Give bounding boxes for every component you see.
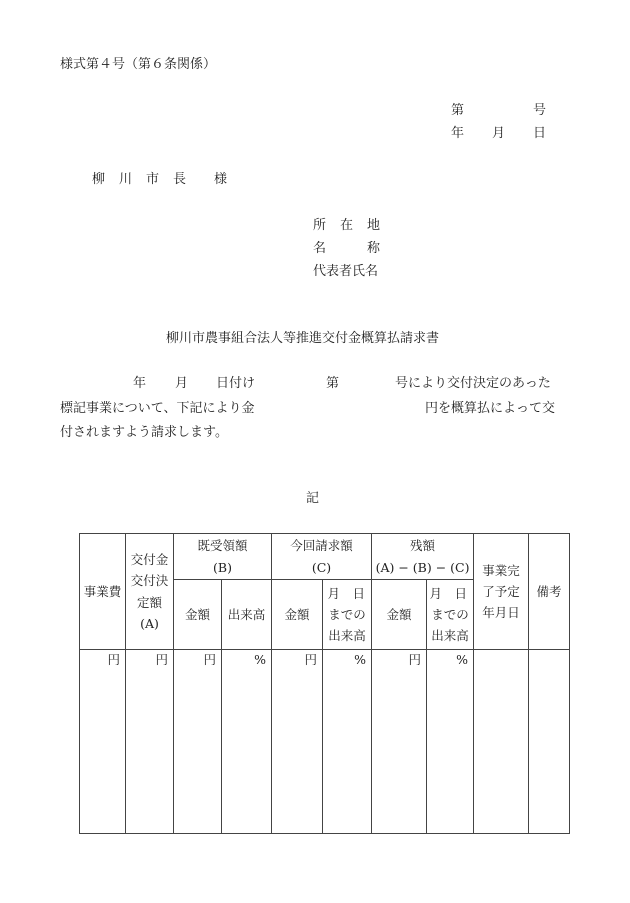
- body-date-suffix: 日付け: [216, 376, 256, 391]
- header-kiju-dekidaka: 出来高: [222, 580, 272, 650]
- date-month: 月: [492, 126, 506, 141]
- body-dai: 第: [326, 376, 340, 391]
- cell-zan-dekidaka[interactable]: %: [427, 650, 474, 834]
- doc-number-go: 号: [533, 103, 547, 118]
- body-line2-end: 円を概算払によって交: [425, 401, 556, 416]
- document-title: 柳川市農事組合法人等推進交付金概算払請求書: [166, 331, 440, 346]
- header-konkai-made-dekidaka: 月 日 までの 出来高: [323, 580, 372, 650]
- body-line3: 付されますよう請求します。: [60, 425, 228, 440]
- header-biko: 備考: [529, 534, 570, 650]
- header-zan-kingaku: 金額: [372, 580, 427, 650]
- header-kanryo-yotei: 事業完 了予定 年月日: [474, 534, 529, 650]
- header-zangaku: 残額 (A) − (B) − (C): [372, 534, 474, 580]
- addressee-sama: 様: [214, 172, 228, 187]
- date-year: 年: [451, 126, 465, 141]
- cell-kiju-kingaku[interactable]: 円: [174, 650, 222, 834]
- cell-konkai-dekidaka[interactable]: %: [323, 650, 372, 834]
- addressee-mayor: 柳川市長: [92, 172, 201, 187]
- header-konkai-seikyu: 今回請求額 (C): [272, 534, 372, 580]
- cell-biko[interactable]: [529, 650, 570, 834]
- body-month: 月: [175, 376, 189, 391]
- cell-konkai-kingaku[interactable]: 円: [272, 650, 323, 834]
- body-year: 年: [133, 376, 147, 391]
- header-kofu-kettei-gaku: 交付金 交付決 定額 (A): [126, 534, 174, 650]
- header-kiju-kingaku: 金額: [174, 580, 222, 650]
- form-number: 様式第４号（第６条関係）: [60, 57, 217, 72]
- applicant-address-label: 所在地: [313, 218, 395, 233]
- header-jigyohi: 事業費: [80, 534, 126, 650]
- cell-zan-kingaku[interactable]: 円: [372, 650, 427, 834]
- date-day: 日: [533, 126, 547, 141]
- applicant-name-label: 名称: [313, 241, 422, 256]
- cell-kanryo-yotei[interactable]: [474, 650, 529, 834]
- ki-heading: 記: [306, 491, 320, 506]
- cell-kofu-kettei-gaku[interactable]: 円: [126, 650, 174, 834]
- cell-jigyohi[interactable]: 円: [80, 650, 126, 834]
- cell-kiju-dekidaka[interactable]: %: [222, 650, 272, 834]
- doc-number-dai: 第: [451, 103, 465, 118]
- request-table: [79, 533, 570, 834]
- header-kiju-ryogaku: 既受領額 (B): [174, 534, 272, 580]
- body-line2-start: 標記事業について、下記により金: [60, 401, 255, 416]
- applicant-representative-label: 代表者氏名: [313, 264, 379, 279]
- header-zan-made-dekidaka: 月 日 までの 出来高: [427, 580, 474, 650]
- header-konkai-kingaku: 金額: [272, 580, 323, 650]
- body-line1-end: 号により交付決定のあった: [395, 376, 551, 391]
